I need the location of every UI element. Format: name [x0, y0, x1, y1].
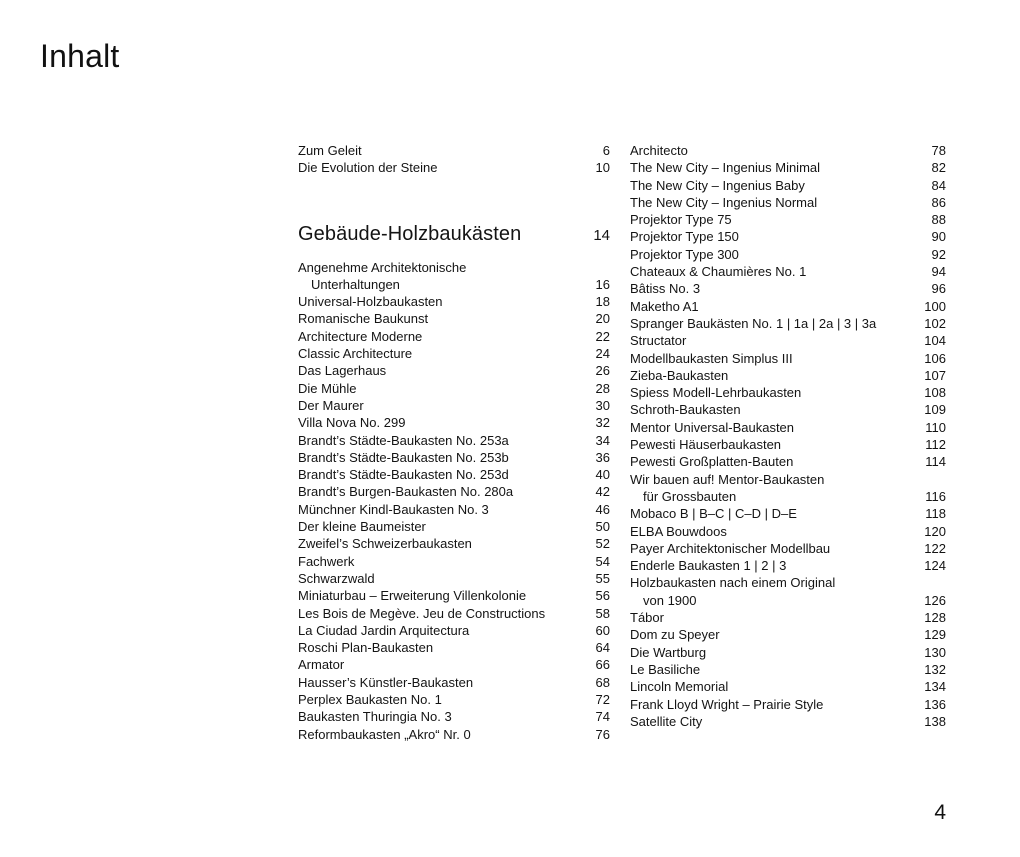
toc-entry — [630, 557, 946, 574]
toc-entry — [630, 350, 946, 367]
toc-intro-list — [298, 142, 610, 177]
entry-page-number: 112 — [925, 437, 946, 453]
entry-page-number: 138 — [924, 713, 946, 729]
entry-page-number: 106 — [924, 350, 946, 366]
entry-page-number: 110 — [925, 419, 946, 435]
entry-title: Die Mühle — [298, 380, 357, 396]
entry-title: Der Maurer — [298, 397, 364, 413]
toc-entry — [630, 678, 946, 695]
toc-column-right — [630, 142, 946, 743]
section-heading: Gebäude-Holzbaukästen — [298, 222, 522, 245]
entry-page-number: 24 — [595, 346, 610, 362]
toc-entry — [298, 142, 610, 159]
entry-page-number: 54 — [595, 553, 610, 569]
toc-entry — [630, 471, 946, 506]
entry-page-number: 114 — [925, 454, 946, 470]
entry-page-number: 102 — [924, 315, 946, 331]
toc-entry — [298, 553, 610, 570]
entry-title-continuation: Unterhaltungen — [311, 276, 400, 292]
toc-entry — [298, 605, 610, 622]
entry-title: Projektor Type 150 — [630, 229, 739, 245]
entry-page-number: 66 — [595, 657, 610, 673]
entry-page-number: 128 — [924, 610, 946, 626]
toc-entry — [630, 246, 946, 263]
entry-title: Universal-Holzbaukasten — [298, 294, 443, 310]
entry-page-number: 124 — [924, 558, 946, 574]
page-title: Inhalt — [40, 38, 120, 74]
entry-title: Frank Lloyd Wright – Prairie Style — [630, 696, 824, 712]
toc-entry — [298, 414, 610, 431]
toc-entry — [298, 328, 610, 345]
entry-title: Mobaco B | B–C | C–D | D–E — [630, 506, 797, 522]
toc-entry — [298, 380, 610, 397]
entry-title: Brandt’s Burgen-Baukasten No. 280a — [298, 484, 514, 500]
entry-page-number: 18 — [595, 294, 610, 310]
toc-entry — [630, 315, 946, 332]
entry-page-number: 118 — [925, 506, 946, 522]
entry-title: Die Evolution der Steine — [298, 160, 438, 176]
entry-page-number: 32 — [595, 415, 610, 431]
toc-entry — [298, 310, 610, 327]
toc-entry — [298, 432, 610, 449]
entry-title: Lincoln Memorial — [630, 679, 729, 695]
toc-entry — [298, 691, 610, 708]
entry-page-number: 107 — [924, 367, 946, 383]
toc-entry — [298, 726, 610, 743]
entry-title: Le Basiliche — [630, 661, 701, 677]
entry-page-number: 28 — [595, 380, 610, 396]
entry-page-number: 136 — [924, 696, 946, 712]
entry-page-number: 46 — [595, 501, 610, 517]
entry-page-number: 55 — [595, 570, 610, 586]
entry-title: Zieba-Baukasten — [630, 367, 729, 383]
toc-entry — [298, 656, 610, 673]
entry-page-number: 16 — [595, 276, 610, 292]
toc-entry — [630, 263, 946, 280]
entry-page-number: 94 — [931, 264, 946, 280]
toc-entry — [298, 293, 610, 310]
entry-page-number: 109 — [924, 402, 946, 418]
toc-entry — [630, 523, 946, 540]
entry-title: Pewesti Häuserbaukasten — [630, 437, 782, 453]
entry-title: Enderle Baukasten 1 | 2 | 3 — [630, 558, 787, 574]
entry-page-number: 58 — [595, 605, 610, 621]
toc-entry — [630, 696, 946, 713]
entry-page-number: 50 — [595, 519, 610, 535]
toc-entry — [630, 453, 946, 470]
entry-page-number: 126 — [924, 592, 946, 608]
entry-page-number: 82 — [931, 160, 946, 176]
toc-entry — [630, 713, 946, 730]
entry-title: Münchner Kindl-Baukasten No. 3 — [298, 501, 489, 517]
entry-title: Projektor Type 75 — [630, 212, 732, 228]
toc-entry-list-left — [298, 259, 610, 743]
entry-page-number: 6 — [602, 143, 610, 158]
entry-title: Perplex Baukasten No. 1 — [298, 692, 442, 708]
entry-page-number: 36 — [595, 449, 610, 465]
entry-title: Projektor Type 300 — [630, 246, 739, 262]
toc-entry — [298, 535, 610, 552]
toc-entry — [298, 674, 610, 691]
toc-entry — [630, 436, 946, 453]
toc-entry — [630, 505, 946, 522]
toc-column-left — [298, 142, 610, 743]
toc-entry — [630, 401, 946, 418]
entry-title: The New City – Ingenius Minimal — [630, 160, 821, 176]
entry-title: Zum Geleit — [298, 143, 362, 158]
entry-title: La Ciudad Jardin Arquitectura — [298, 622, 470, 638]
entry-title: Holzbaukasten nach einem Original von 1900 — [630, 574, 918, 609]
entry-title: The New City – Ingenius Normal — [630, 194, 818, 210]
toc-entry — [630, 211, 946, 228]
toc-entry — [298, 501, 610, 518]
entry-title: Der kleine Baumeister — [298, 519, 426, 535]
entry-title: Tábor — [630, 610, 664, 626]
entry-page-number: 76 — [595, 726, 610, 742]
entry-title: Angenehme Architektonische Unterhaltungen — [298, 259, 586, 294]
entry-title: Roschi Plan-Baukasten — [298, 640, 434, 656]
entry-title: Spranger Baukästen No. 1 | 1a | 2a | 3 | 3a — [630, 315, 877, 331]
entry-title: Villa Nova No. 299 — [298, 415, 406, 431]
toc-entry — [298, 159, 610, 176]
entry-page-number: 56 — [595, 588, 610, 604]
entry-page-number: 64 — [595, 640, 610, 656]
entry-page-number: 84 — [931, 177, 946, 193]
toc-entry — [630, 194, 946, 211]
entry-page-number: 134 — [924, 679, 946, 695]
entry-title: Die Wartburg — [630, 644, 707, 660]
toc-entry — [630, 280, 946, 297]
entry-title: Reformbaukasten „Akro“ Nr. 0 — [298, 726, 471, 742]
toc-entry — [298, 518, 610, 535]
toc-entry — [630, 644, 946, 661]
entry-page-number: 122 — [924, 540, 946, 556]
entry-title: Armator — [298, 657, 345, 673]
entry-page-number: 22 — [595, 328, 610, 344]
entry-title: Classic Architecture — [298, 346, 413, 362]
toc-entry — [298, 362, 610, 379]
toc-columns — [298, 142, 946, 743]
page-number: 4 — [934, 801, 946, 824]
entry-page-number: 30 — [595, 397, 610, 413]
toc-entry — [298, 466, 610, 483]
entry-page-number: 90 — [931, 229, 946, 245]
toc-entry — [630, 384, 946, 401]
toc-entry — [298, 397, 610, 414]
entry-title: Les Bois de Megève. Jeu de Constructions — [298, 605, 546, 621]
entry-title-continuation: von 1900 — [643, 592, 697, 608]
entry-page-number: 88 — [931, 212, 946, 228]
entry-page-number: 130 — [924, 644, 946, 660]
entry-page-number: 42 — [595, 484, 610, 500]
entry-page-number: 86 — [931, 194, 946, 210]
entry-page-number: 34 — [595, 432, 610, 448]
entry-page-number: 92 — [931, 246, 946, 262]
entry-title: Architecture Moderne — [298, 328, 423, 344]
toc-entry — [298, 639, 610, 656]
entry-title: Miniaturbau – Erweiterung Villenkolonie — [298, 588, 527, 604]
toc-entry — [630, 609, 946, 626]
entry-page-number: 100 — [924, 298, 946, 314]
toc-entry-list-right — [630, 142, 946, 730]
toc-entry — [630, 661, 946, 678]
entry-title: Maketho A1 — [630, 298, 699, 314]
toc-entry — [298, 345, 610, 362]
entry-title: Chateaux & Chaumières No. 1 — [630, 264, 807, 280]
toc-entry — [298, 483, 610, 500]
entry-title: Zweifel’s Schweizerbaukasten — [298, 536, 472, 552]
entry-title: Payer Architektonischer Modellbau — [630, 540, 831, 556]
entry-page-number: 20 — [595, 311, 610, 327]
entry-page-number: 120 — [924, 523, 946, 539]
entry-page-number: 40 — [595, 467, 610, 483]
entry-title: Brandt’s Städte-Baukasten No. 253b — [298, 449, 509, 465]
toc-entry — [630, 159, 946, 176]
toc-entry — [298, 449, 610, 466]
toc-entry — [630, 419, 946, 436]
entry-page-number: 52 — [595, 536, 610, 552]
toc-entry — [298, 570, 610, 587]
entry-page-number: 60 — [595, 622, 610, 638]
entry-page-number: 108 — [924, 385, 946, 401]
entry-title: Baukasten Thuringia No. 3 — [298, 709, 452, 725]
section-heading-page: 14 — [593, 226, 610, 244]
entry-title: Dom zu Speyer — [630, 627, 720, 643]
toc-entry — [630, 177, 946, 194]
entry-title: Modellbaukasten Simplus III — [630, 350, 793, 366]
toc-entry — [630, 298, 946, 315]
toc-entry — [298, 259, 610, 294]
entry-title-continuation: für Grossbauten — [643, 488, 737, 504]
entry-title: Das Lagerhaus — [298, 363, 387, 379]
entry-title: Fachwerk — [298, 553, 355, 569]
entry-title: Mentor Universal-Baukasten — [630, 419, 795, 435]
entry-title: Spiess Modell-Lehrbaukasten — [630, 385, 802, 401]
entry-page-number: 72 — [595, 692, 610, 708]
toc-entry — [630, 367, 946, 384]
toc-entry — [630, 540, 946, 557]
entry-page-number: 78 — [931, 143, 946, 158]
entry-page-number: 68 — [595, 674, 610, 690]
entry-title: Brandt’s Städte-Baukasten No. 253a — [298, 432, 509, 448]
toc-entry — [298, 587, 610, 604]
entry-title: Satellite City — [630, 713, 703, 729]
entry-title: Architecto — [630, 143, 688, 158]
entry-title: Romanische Baukunst — [298, 311, 429, 327]
entry-title: Structator — [630, 333, 687, 349]
toc-entry — [298, 622, 610, 639]
toc-entry — [630, 332, 946, 349]
toc-entry — [630, 574, 946, 609]
entry-page-number: 26 — [595, 363, 610, 379]
entry-title: Bâtiss No. 3 — [630, 281, 701, 297]
entry-page-number: 74 — [595, 709, 610, 725]
entry-title: Brandt’s Städte-Baukasten No. 253d — [298, 467, 509, 483]
entry-page-number: 96 — [931, 281, 946, 297]
entry-title: ELBA Bouwdoos — [630, 523, 727, 539]
entry-title: Wir bauen auf! Mentor-Baukasten für Grossbauten — [630, 471, 919, 506]
entry-title: Schwarzwald — [298, 570, 375, 586]
toc-entry — [630, 626, 946, 643]
section-heading-row — [298, 222, 610, 246]
entry-page-number: 10 — [595, 160, 610, 176]
entry-page-number: 116 — [925, 488, 946, 504]
toc-entry — [630, 228, 946, 245]
toc-entry — [630, 142, 946, 159]
entry-title: Schroth-Baukasten — [630, 402, 741, 418]
entry-page-number: 132 — [924, 661, 946, 677]
entry-page-number: 104 — [924, 333, 946, 349]
toc-entry — [298, 708, 610, 725]
entry-title: The New City – Ingenius Baby — [630, 177, 805, 193]
entry-title: Hausser’s Künstler-Baukasten — [298, 674, 474, 690]
entry-page-number: 129 — [924, 627, 946, 643]
entry-title: Pewesti Großplatten-Bauten — [630, 454, 794, 470]
